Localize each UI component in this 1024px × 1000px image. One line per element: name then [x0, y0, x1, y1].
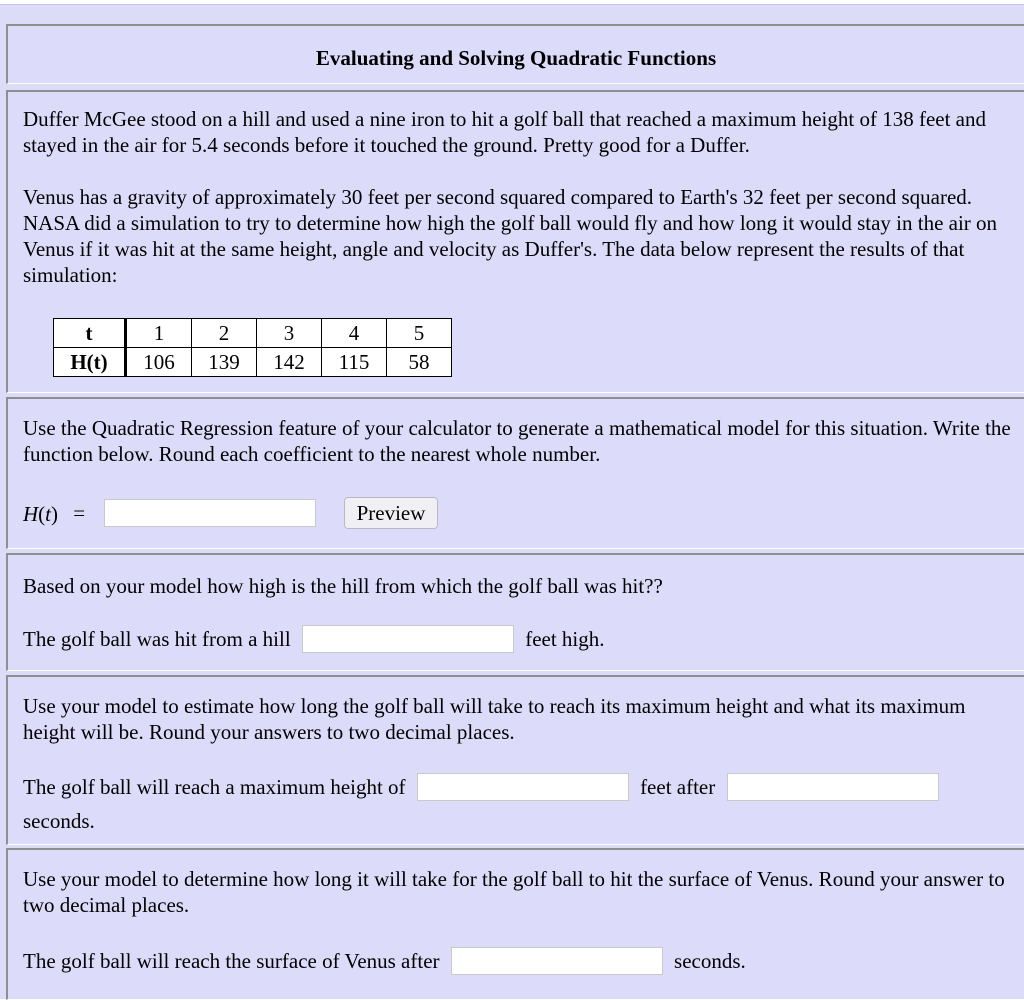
question-4-answer-prefix: The golf ball will reach the surface of Venus after — [23, 949, 440, 974]
table-cell: 115 — [322, 348, 387, 377]
table-cell: 4 — [322, 319, 387, 348]
table-cell: 5 — [387, 319, 452, 348]
table-cell: 58 — [387, 348, 452, 377]
question-1-answer-line — [23, 497, 1012, 529]
page-title: Evaluating and Solving Quadratic Functions — [315, 46, 717, 70]
question-3-panel — [6, 675, 1024, 845]
max-height-input[interactable] — [417, 773, 629, 801]
intro-paragraph-1: Duffer McGee stood on a hill and used a nine iron to hit a golf ball that reached a maximum height of 138 feet and stayed in the air for 5.4 seconds before it touched the ground. Pretty good for a Duffer. — [23, 107, 986, 157]
question-2-prompt: Based on your model how high is the hill from which the golf ball was hit?? — [23, 574, 663, 598]
question-1-prompt: Use the Quadratic Regression feature of your calculator to generate a mathematical model for this situation. Write the function below. Round each coefficient to the nearest whole number. — [23, 416, 1011, 466]
question-1-panel — [6, 397, 1024, 549]
question-3-prompt: Use your model to estimate how long the golf ball will take to reach its maximum height and what its maximum height will be. Round your answers to two decimal places. — [23, 694, 966, 744]
question-2-panel — [6, 553, 1024, 671]
function-label: H(t) — [23, 502, 59, 527]
time-to-max-input[interactable] — [727, 773, 939, 801]
hill-height-input[interactable] — [302, 625, 514, 653]
preview-button[interactable]: Preview — [344, 497, 439, 529]
table-cell: 139 — [192, 348, 257, 377]
question-3-answer-suffix-line — [23, 806, 1012, 834]
function-variable: t — [45, 502, 52, 527]
question-4-panel — [6, 848, 1024, 1000]
question-3-answer-prefix: The golf ball will reach a maximum height of — [23, 775, 406, 800]
table-cell: 106 — [126, 348, 192, 377]
table-header-h: H(t) — [54, 348, 126, 377]
function-input[interactable] — [104, 499, 316, 527]
table-header-t: t — [54, 319, 126, 348]
intro-panel — [6, 90, 1024, 393]
question-3-answer-line — [23, 772, 1012, 801]
table-row-h — [54, 348, 452, 377]
question-2-answer-line — [23, 624, 1012, 653]
function-name: H — [23, 502, 39, 527]
table-row-t — [54, 319, 452, 348]
table-cell: 1 — [126, 319, 192, 348]
question-4-prompt: Use your model to determine how long it will take for the golf ball to hit the surface of Venus. Round your answer to two decimal places. — [23, 867, 1005, 917]
table-cell: 142 — [257, 348, 322, 377]
surface-time-input[interactable] — [451, 947, 663, 975]
question-4-answer-suffix: seconds. — [674, 949, 746, 974]
table-cell: 3 — [257, 319, 322, 348]
title-panel — [6, 24, 1024, 84]
equals-sign: = — [73, 501, 86, 525]
problem-frame — [0, 4, 1024, 999]
question-3-answer-suffix: seconds. — [23, 809, 95, 834]
question-2-answer-suffix: feet high. — [525, 627, 605, 652]
question-3-answer-middle: feet after — [640, 775, 716, 800]
question-2-answer-prefix: The golf ball was hit from a hill — [23, 627, 291, 652]
question-4-answer-line — [23, 946, 1012, 975]
intro-paragraph-2: Venus has a gravity of approximately 30 feet per second squared compared to Earth's 32 feet per second squared. NASA did a simulation to try to determine how high the golf ball would fly and how long it would stay in the air on Venus if it was hit at the same height, angle and velocity as Duffer's. The data below represent the results of that simulation: — [23, 185, 998, 287]
data-table — [53, 318, 452, 377]
table-cell: 2 — [192, 319, 257, 348]
